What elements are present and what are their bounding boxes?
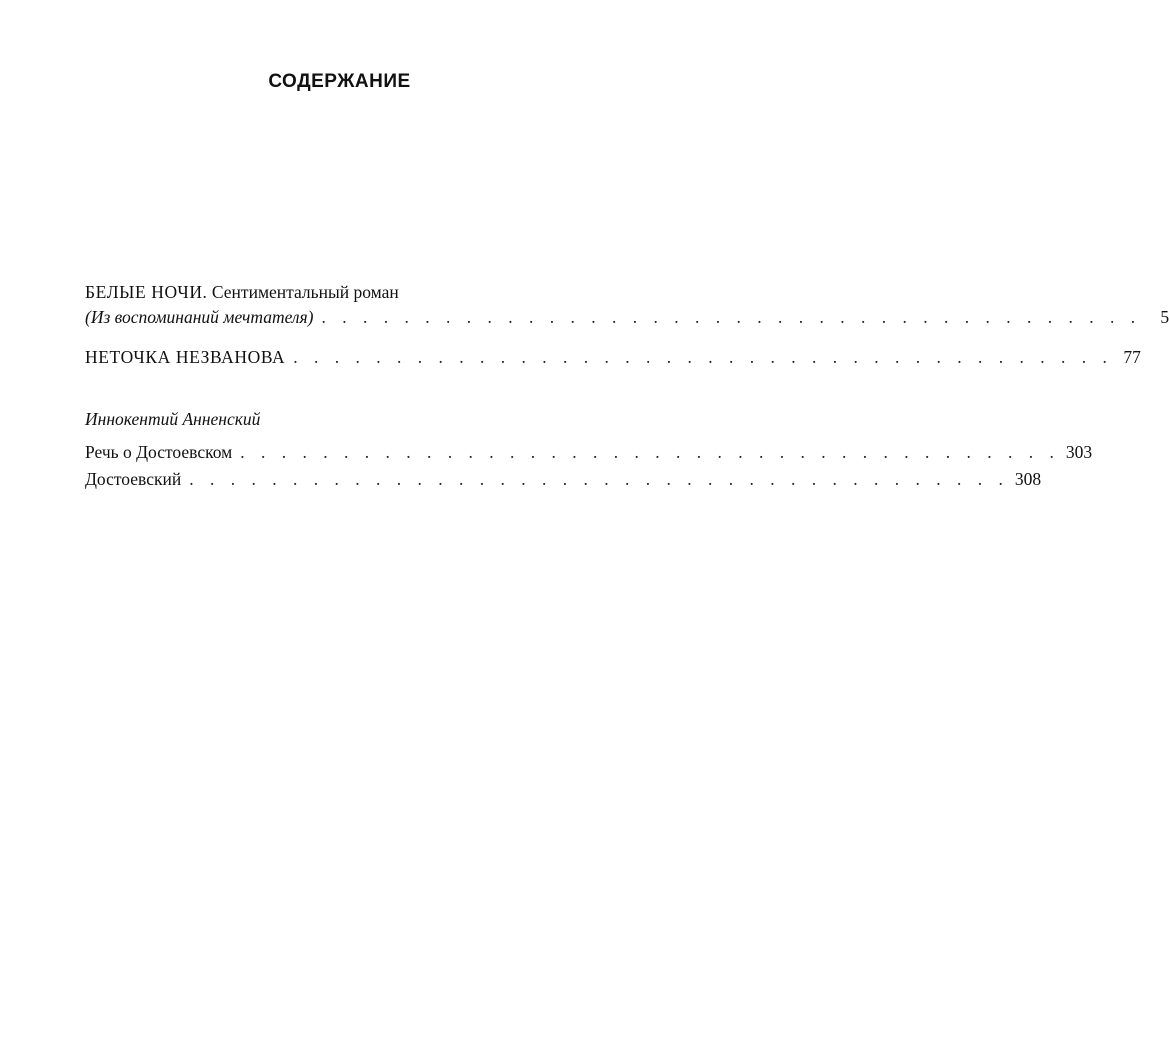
entry-title: НЕТОЧКА НЕЗВАНОВА — [85, 347, 286, 367]
page-number: 308 — [1014, 469, 1042, 489]
page-number: 303 — [1065, 442, 1093, 462]
dot-leader: . . . . . . . . . . . . . . . . . . . . . . . . . . . . . . . . . . . . . . . . — [293, 347, 1113, 367]
toc-entry-title-line — [85, 281, 585, 305]
entry-title-rest: Сентиментальный роман — [211, 282, 399, 302]
entry-title: Достоевский — [85, 469, 182, 489]
toc-entry-annensky-1[interactable] — [85, 441, 1093, 465]
toc-entry-annensky-2[interactable] — [85, 468, 1042, 492]
section-author — [85, 408, 585, 432]
toc-entry-netochka[interactable] — [85, 346, 1141, 370]
toc-entry-belye-nochi[interactable] — [85, 306, 1169, 330]
entry-subtitle: (Из воспоминаний мечтателя) — [85, 307, 314, 327]
page-title: СОДЕРЖАНИЕ — [268, 71, 411, 92]
page-number: 5 — [1160, 307, 1169, 327]
author-name: Иннокентий Анненский — [85, 409, 261, 429]
page-number: 77 — [1123, 347, 1141, 367]
entry-title-caps: БЕЛЫЕ НОЧИ. — [85, 282, 208, 302]
dot-leader: . . . . . . . . . . . . . . . . . . . . . . . . . . . . . . . . . . . . . . . . — [240, 442, 1060, 462]
dot-leader: . . . . . . . . . . . . . . . . . . . . . . . . . . . . . . . . . . . . . . . . — [321, 307, 1142, 327]
dot-leader: . . . . . . . . . . . . . . . . . . . . . . . . . . . . . . . . . . . . . . . . — [189, 469, 1009, 489]
entry-title: Речь о Достоевском — [85, 442, 233, 462]
